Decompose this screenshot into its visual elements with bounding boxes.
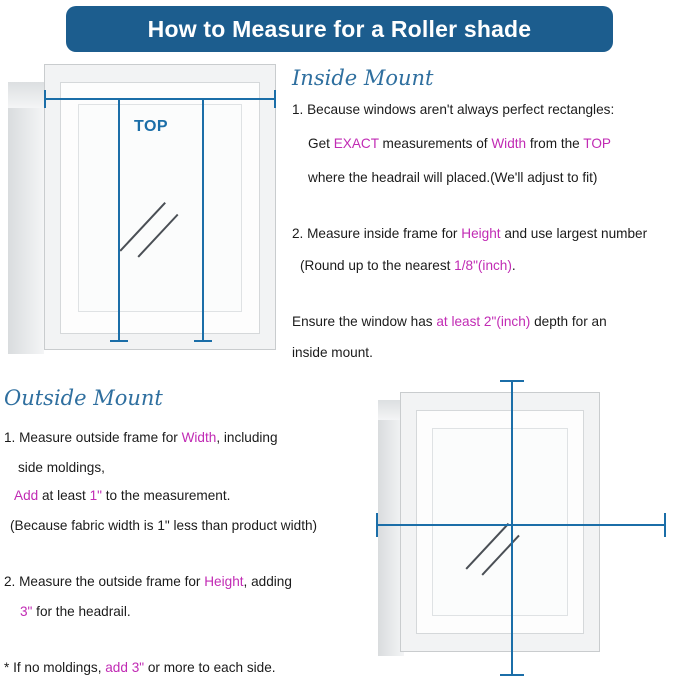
height-measure-cap-right-bottom [194, 340, 212, 342]
inside-mount-top: TOP [583, 136, 611, 151]
inside-mount-height: Height [461, 226, 501, 241]
inside-mount-line-4c: and use largest number [500, 226, 648, 241]
inside-mount-diagram [0, 60, 290, 360]
outside-mount-one-inch: 1" [89, 488, 102, 503]
outside-height-cap-top [500, 380, 524, 382]
height-measure-cap-left-bottom [110, 340, 128, 342]
outside-mount-footnote-a: * If no moldings, [4, 660, 106, 675]
inside-mount-line-7 [292, 343, 373, 362]
outside-mount-height: Height [204, 574, 244, 589]
inside-mount-line-5a: (Round up to the nearest [300, 258, 455, 273]
inside-mount-line-6 [292, 312, 607, 331]
inside-mount-line-3-text: where the headrail will placed.(We'll adjust to fit) [308, 170, 598, 185]
outside-width-cap-right [664, 513, 666, 537]
page-title-banner [66, 6, 613, 52]
outside-mount-line-2 [18, 458, 105, 477]
inside-mount-depth: at least 2"(inch) [436, 314, 531, 329]
outside-width-measure-line [376, 524, 666, 526]
outside-mount-line-1c: , including [216, 430, 278, 445]
outside-mount-footnote-add: add 3" [105, 660, 145, 675]
inside-mount-line-4a: 2. Measure inside frame for [292, 226, 462, 241]
window2-glass [432, 428, 568, 616]
inside-mount-line-2 [308, 134, 611, 153]
outside-mount-three-inch: 3" [20, 604, 33, 619]
inside-mount-line-4 [292, 224, 647, 243]
outside-mount-diagram [348, 372, 679, 685]
inside-mount-exact: EXACT [333, 136, 379, 151]
outside-mount-line-5a: 2. Measure the outside frame for [4, 574, 205, 589]
inside-mount-line-3 [308, 168, 597, 187]
inside-mount-heading: Inside Mount [292, 66, 434, 90]
outside-width-cap-left [376, 513, 378, 537]
outside-mount-line-1a: 1. Measure outside frame for [4, 430, 182, 445]
inside-mount-line-5c: . [511, 258, 516, 273]
outside-mount-heading: Outside Mount [4, 386, 163, 410]
outside-mount-line-2-text: side moldings, [18, 460, 105, 475]
outside-mount-line-1 [4, 428, 278, 447]
outside-mount-footnote-c: or more to each side. [144, 660, 276, 675]
inside-mount-eighth-inch: 1/8"(inch) [454, 258, 512, 273]
height-measure-line-right [202, 98, 204, 341]
outside-mount-line-3d: to the measurement. [101, 488, 231, 503]
outside-mount-add: Add [14, 488, 39, 503]
outside-mount-width: Width [181, 430, 217, 445]
outside-height-cap-bottom [500, 674, 524, 676]
diagram-shadow-left [8, 82, 44, 354]
outside-mount-line-3b: at least [38, 488, 90, 503]
width-measure-line [44, 98, 276, 100]
width-measure-cap-right [274, 90, 276, 108]
outside-mount-line-4-text: (Because fabric width is 1" less than product width) [10, 518, 318, 533]
width-measure-cap-left [44, 90, 46, 108]
inside-mount-line-6a: Ensure the window has [292, 314, 437, 329]
inside-mount-line-7-text: inside mount. [292, 345, 373, 360]
outside-mount-footnote [4, 658, 276, 677]
inside-mount-line-1 [292, 100, 614, 119]
outside-mount-line-6 [20, 602, 131, 621]
inside-mount-line-5 [300, 256, 516, 275]
outside-mount-line-6b: for the headrail. [32, 604, 131, 619]
height-measure-line-left [118, 98, 120, 341]
top-label: TOP [134, 118, 169, 135]
outside-mount-line-3 [14, 486, 230, 505]
inside-mount-line-2a: Get [308, 136, 334, 151]
inside-mount-line-2c: measurements of [378, 136, 492, 151]
outside-mount-line-4 [10, 516, 317, 535]
inside-mount-line-1-text: 1. Because windows aren't always perfect rectangles: [292, 102, 615, 117]
inside-mount-width: Width [491, 136, 527, 151]
outside-mount-line-5 [4, 572, 292, 591]
inside-mount-line-6c: depth for an [530, 314, 607, 329]
inside-mount-line-2e: from the [526, 136, 584, 151]
outside-mount-line-5c: , adding [243, 574, 292, 589]
outside-height-measure-line [511, 380, 513, 676]
page-title: How to Measure for a Roller shade [147, 15, 532, 42]
